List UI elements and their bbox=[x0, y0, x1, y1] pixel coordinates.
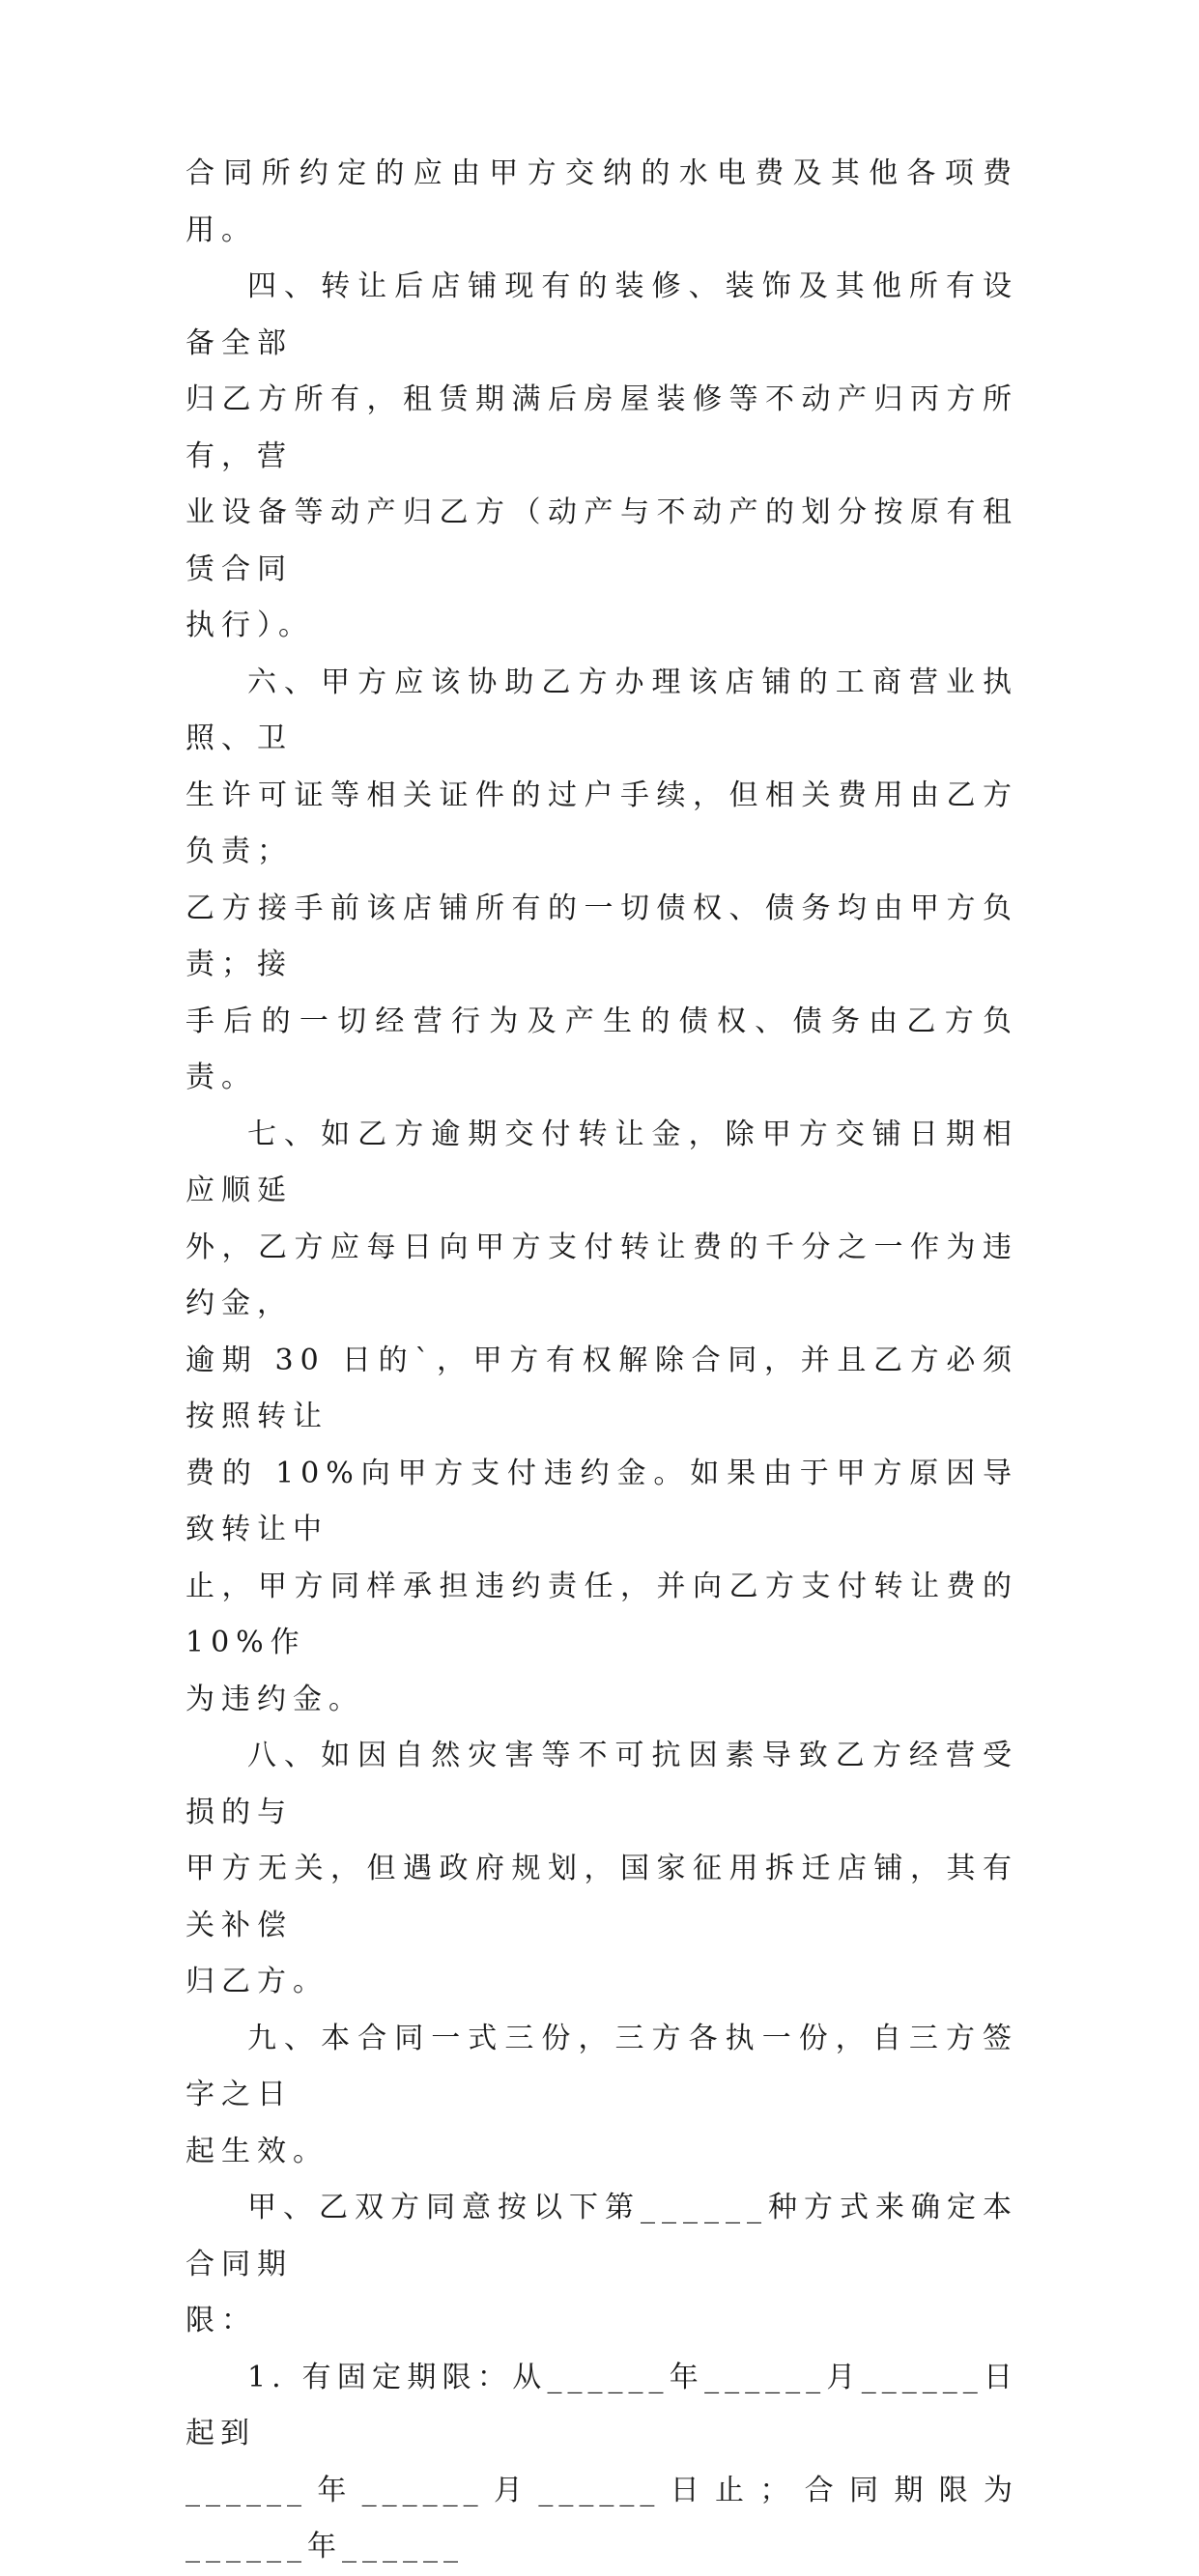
clause-9: 九、本合同一式三份，三方各执一份，自三方签字之日 起生效。 bbox=[186, 2021, 1018, 2168]
clause-4: 四、转让后店铺现有的装修、装饰及其他所有设备全部 归乙方所有，租赁期满后房屋装修等不动产归丙方所有，营 业设备等动产归乙方（动产与不动产的划分按原有租赁合同 执行）。 bbox=[186, 269, 1018, 642]
clause-7: 七、如乙方逾期交付转让金，除甲方交铺日期相应顺延 外，乙方应每日向甲方支付转让费的千分之一作为违约金， 逾期 30 日的`，甲方有权解除合同，并且乙方必须按照转让 费的 10%向甲方支付违约金。如果由于甲方原因导致转让中 止，甲方同样承担违约责任，并向乙方支付转让费的 10%作 为违约金。 bbox=[186, 1117, 1018, 1716]
paragraph-continuation: 合同所约定的应由甲方交纳的水电费及其他各项费用。 bbox=[186, 156, 1018, 247]
document-body bbox=[186, 146, 1018, 2576]
clause-8: 八、如因自然灾害等不可抗因素导致乙方经营受损的与 甲方无关，但遇政府规划，国家征用拆迁店铺，其有关补偿 归乙方。 bbox=[186, 1739, 1018, 1998]
term-choice: 甲、乙双方同意按以下第______种方式来确定本合同期 限： bbox=[186, 2191, 1018, 2337]
clause-6: 六、甲方应该协助乙方办理该店铺的工商营业执照、卫 生许可证等相关证件的过户手续，但相关费用由乙方负责； 乙方接手前该店铺所有的一切债权、债务均由甲方负责；接 手后的一切经营行为及产生的债权、债务由乙方负责。 bbox=[186, 665, 1018, 1094]
term-option-1: 1. 有固定期限：从______年______月______日起到 ______年______月______日止；合同期限为______年______ bbox=[186, 2360, 1018, 2563]
